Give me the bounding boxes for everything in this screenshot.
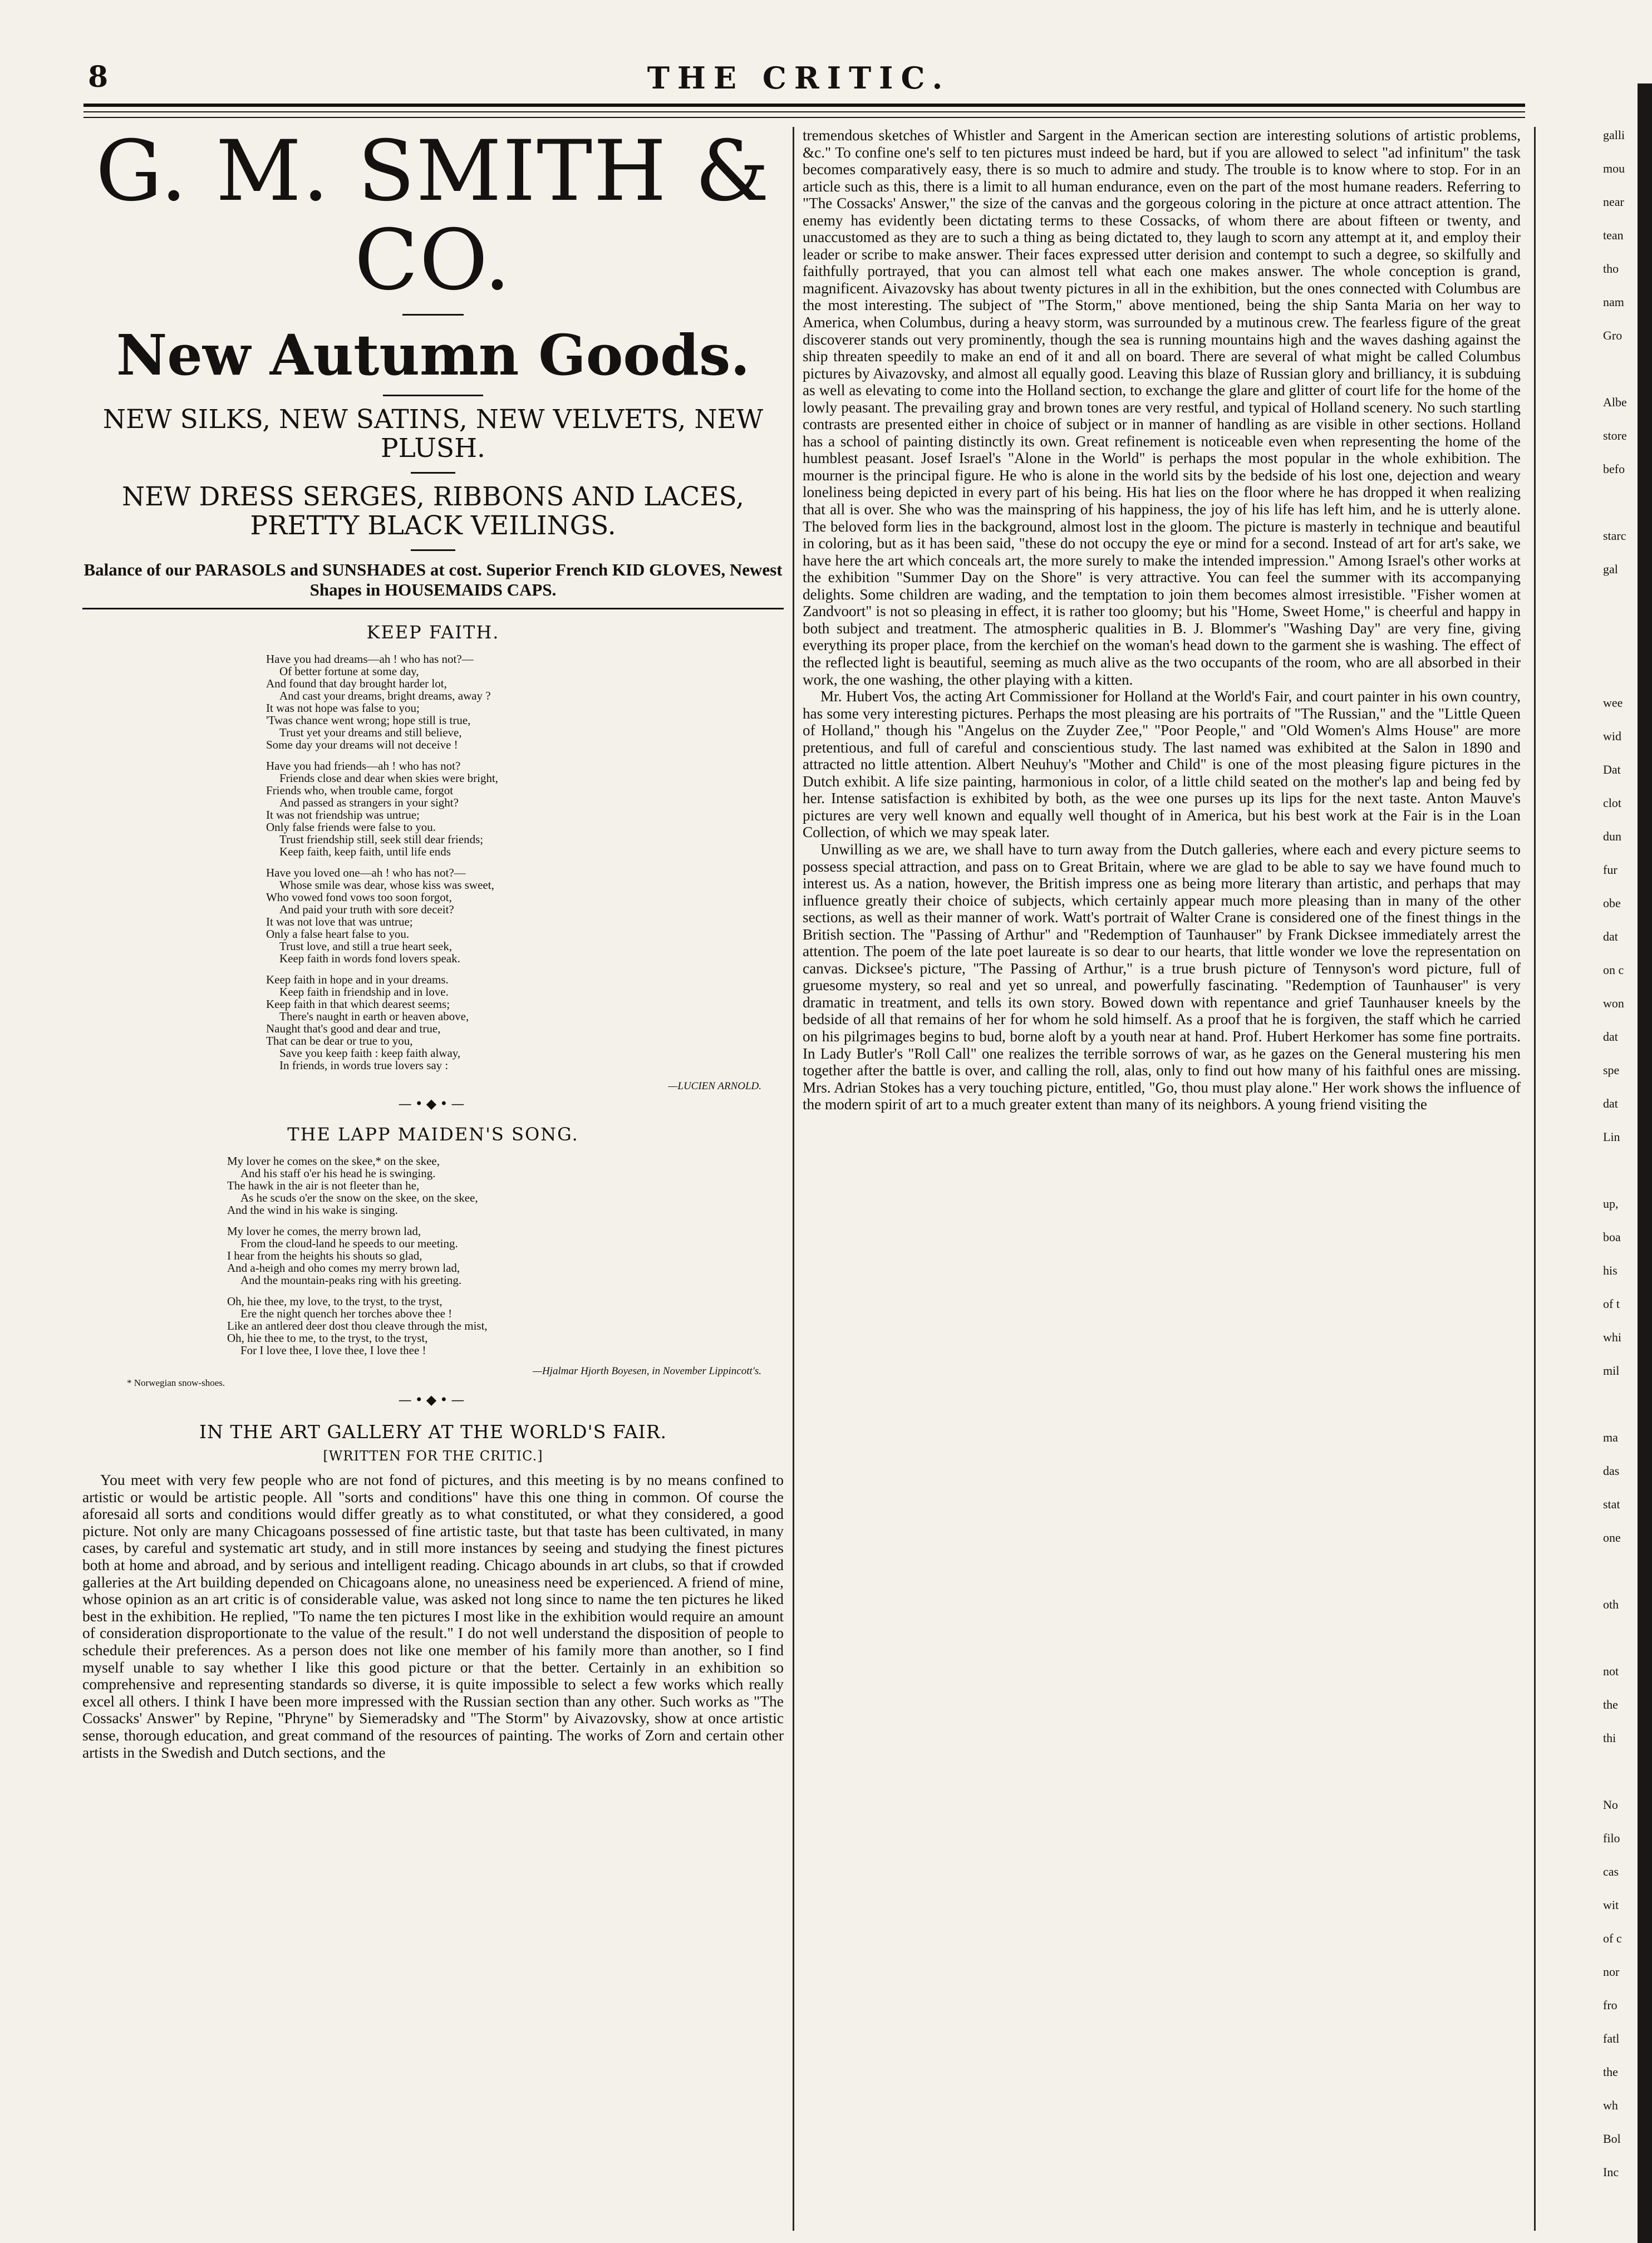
poem-line: Only false friends were false to you. [266, 820, 436, 834]
edge-line: store [1603, 429, 1627, 442]
ad-subtitle: New Autumn Goods. [116, 322, 750, 388]
poem-stanza [227, 1295, 706, 1356]
poem-line: And the wind in his wake is singing. [227, 1203, 398, 1217]
poem-attribution: —LUCIEN ARNOLD. [668, 1080, 761, 1092]
edge-line [1603, 1396, 1652, 1412]
edge-line: mil [1603, 1364, 1620, 1378]
edge-line: won [1603, 996, 1624, 1010]
edge-text [1603, 127, 1652, 2180]
edge-line: his [1603, 1263, 1617, 1277]
poem-line: From the cloud-land he speeds to our meeting. [240, 1237, 458, 1250]
edge-line: Gro [1603, 328, 1622, 342]
edge-line: tean [1603, 228, 1624, 242]
poem-line: Have you loved one—ah ! who has not?— [266, 866, 466, 879]
ad-line-silks: NEW SILKS, NEW SATINS, NEW VELVETS, NEW PLUSH. [102, 404, 764, 464]
article-paragraph: Unwilling as we are, we shall have to turn away from the Dutch galleries, where each and every picture seems to possess special attraction, and pass on to Great Britain, where we are glad to be able to say we have found much to interest us. As a nation, however, the British impress one as being more literary than artistic, and perhaps that may influence greatly their choice of subjects, which certainly appear much more pleasing than in many of the other sections, as well as their manner of work. Watt's portrait of Walter Crane is considered one of the finest things in the British section. The "Passing of Arthur" and "Redemption of Taunhauser" by Frank Dicksee immediately arrest the attention. The poem of the late poet laureate is so dear to our hearts, that little wonder we love the representation on canvas. Dicksee's picture, "The Passing of Arthur," is a true brush picture of Tennyson's word picture, full of gruesome mystery, so real and yet so unreal, and powerfully fascinating. "Redemption of Taunhauser" is very dramatic in treatment, and tells its own story. Bowed down with repentance and grief Taunhauser kneels by the bedside of all that remains of her for whom he sold himself. As a proof that he is forgiven, the staff which he carried on his pilgrimages begins to bud, borne aloft by a youth near at hand. Prof. Hubert Herkomer has some fine portraits. In Lady Butler's "Roll Call" one realizes the terrible sorrows of war, as he gazes on the General mustering his men together after the battle is over, and calling the roll, alas, only to find out how many of his faithful ones are missing. Mrs. Adrian Stokes has a very touching picture, entitled, "Go, thou must play alone." Her work shows the influence of the modern spirit of art to a much greater extent than many of its neighbors. A young friend visiting the [803, 840, 1521, 1113]
advertisement [82, 123, 784, 600]
edge-line: Dat [1603, 763, 1621, 776]
poem-stanza [266, 867, 667, 965]
edge-line: wit [1603, 1898, 1619, 1912]
ad-line-serges: NEW DRESS SERGES, RIBBONS AND LACES, PRETTY BLACK VEILINGS. [122, 481, 744, 541]
poem-line: Keep faith, keep faith, until life ends [279, 845, 451, 858]
edge-line: of c [1603, 1931, 1622, 1945]
poem-line: As he scuds o'er the snow on the skee, on the skee, [240, 1191, 478, 1204]
poem-line: Oh, hie thee to me, to the tryst, to the tryst, [227, 1331, 428, 1345]
ad-divider [402, 314, 464, 316]
masthead [78, 60, 1520, 99]
poem-line: Friends close and dear when skies were bright, [279, 771, 499, 785]
edge-line: up, [1603, 1197, 1619, 1211]
poem-line: That can be dear or true to you, [266, 1034, 413, 1047]
edge-line [1603, 661, 1652, 677]
poem-line: And the mountain-peaks ring with his greeting. [240, 1273, 462, 1287]
poem-title: KEEP FAITH. [366, 622, 500, 643]
edge-line: dun [1603, 829, 1621, 843]
edge-line: wee [1603, 696, 1623, 710]
edge-line: starc [1603, 529, 1626, 543]
edge-line: ma [1603, 1430, 1618, 1444]
edge-line: gal [1603, 562, 1618, 576]
poem-title: THE LAPP MAIDEN'S SONG. [287, 1124, 579, 1145]
edge-line [1603, 494, 1652, 510]
poem-line: And passed as strangers in your sight? [279, 796, 459, 809]
edge-line: dat [1603, 1030, 1618, 1044]
poem-line: It was not hope was false to you; [266, 701, 420, 715]
column-left [82, 123, 784, 1761]
poem-line: Trust yet your dreams and still believe, [279, 726, 462, 739]
poem-line: In friends, in words true lovers say : [279, 1059, 449, 1072]
column-divider-right [1534, 127, 1536, 2231]
ad-note: Balance of our PARASOLS and SUNSHADES at cost. Superior French KID GLOVES, Newest Shapes in HOUSEMAIDS CAPS. [83, 560, 783, 599]
edge-line: wid [1603, 729, 1621, 743]
poem-stanza [266, 653, 667, 751]
edge-line: clot [1603, 796, 1621, 810]
edge-line: obe [1603, 896, 1621, 910]
edge-line [1603, 1563, 1652, 1579]
article-byline: [WRITTEN FOR THE CRITIC.] [323, 1448, 543, 1464]
poem-line: Ere the night quench her torches above thee ! [240, 1307, 453, 1320]
poem-line: Keep faith in that which dearest seems; [266, 997, 450, 1011]
poem-keep-faith [82, 622, 784, 1093]
edge-line: fur [1603, 863, 1617, 877]
edge-line [1603, 594, 1652, 611]
ornament-divider-2: —•◆•— [398, 1392, 468, 1408]
poem-line: Have you had friends—ah ! who has not? [266, 759, 461, 773]
poem-line: Keep faith in words fond lovers speak. [279, 952, 460, 965]
column-middle [803, 127, 1521, 1113]
edge-line: mou [1603, 161, 1625, 175]
page-number: 8 [88, 60, 109, 94]
edge-line: befo [1603, 462, 1625, 476]
edge-line: fro [1603, 1998, 1617, 2012]
ad-divider-2 [383, 395, 483, 396]
edge-line [1603, 1162, 1652, 1178]
ad-divider-3 [411, 472, 455, 474]
edge-line: dat [1603, 929, 1618, 943]
edge-line: stat [1603, 1497, 1620, 1511]
edge-line [1603, 361, 1652, 377]
poem-line: Keep faith in friendship and in love. [279, 985, 449, 998]
column-edge-fragment [1603, 127, 1652, 2197]
edge-line [1603, 1763, 1652, 1779]
ornament-divider: —•◆•— [398, 1096, 468, 1111]
poem-footnote: * Norwegian snow-shoes. [127, 1378, 225, 1388]
edge-line: wh [1603, 2098, 1618, 2112]
poem-line: And a-heigh and oho comes my merry brown lad, [227, 1261, 460, 1275]
edge-line: Bol [1603, 2132, 1621, 2146]
edge-line: the [1603, 2065, 1618, 2079]
edge-line: one [1603, 1531, 1621, 1544]
poem-line: I hear from the heights his shouts so glad, [227, 1249, 422, 1262]
edge-line: thi [1603, 1731, 1616, 1745]
edge-line: Inc [1603, 2165, 1619, 2179]
poem-line: Who vowed fond vows too soon forgot, [266, 891, 452, 904]
ad-divider-4 [411, 549, 455, 551]
poem-line: For I love thee, I love thee, I love thee ! [240, 1344, 426, 1357]
edge-line: near [1603, 195, 1624, 209]
poem-stanza [266, 760, 667, 858]
poem-line: Of better fortune at some day, [279, 665, 419, 678]
edge-line: cas [1603, 1865, 1619, 1878]
poem-line: And cast your dreams, bright dreams, away ? [279, 689, 491, 702]
edge-line: fatl [1603, 2032, 1620, 2045]
poem-line: 'Twas chance went wrong; hope still is true, [266, 714, 471, 727]
edge-line: Albe [1603, 395, 1627, 409]
article-paragraph: tremendous sketches of Whistler and Sargent in the American section are interesting solutions of artistic problems, &c." To confine one's self to ten pictures must indeed be hard, but if you are allowed to select "ad infinitum" the task becomes comparatively easy, there is so much to admire and study. The trouble is to know where to stop. For in an article such as this, there is a limit to all human endurance, even on the part of the most humane readers. Referring to "The Cossacks' Answer," the size of the canvas and the gorgeous coloring in the picture at once attract attention. The enemy has evidently been dictating terms to these Cossacks, of whom there are about fifteen or twenty, and unaccustomed as they are to such a thing as being dictated to, they laugh to scorn any attempt at it, and employ their leader or scribe to make answer. Their faces expressed utter derision and contempt to such a degree, so skilfully and faithfully portrayed, that you can almost tell what each one makes answer. The whole conception is grand, magnificent. Aivazovsky has about twenty pictures in all in the exhibition, but the ones connected with Columbus are the most interesting. The subject of "The Storm," above mentioned, being the ship Santa Maria on her way to America, when Columbus, during a heavy storm, was surrounded by a mutinous crew. The fearless figure of the great discoverer stands out very prominently, though the sea is running mountains high and the waves dashing against the ship threaten speedily to make an end of it and all on board. There are several of what might be called Columbus pictures by Aivazovsky, and almost all equally good. Leaving this blaze of Russian glory and brilliancy, it is subduing as well as elevating to come into the Holland section, to exchange the glare and glitter of court life for the home of the lowly peasant. The prevailing gray and brown tones are very restful, and typical of Holland scenery. No such startling contrasts are presented either in choice of subject or in manner of handling as are visible in other sections. Holland has a school of painting distinctly its own. Great refinement is noticeable even when representing the home of the humblest peasant. Josef Israel's "Alone in the World" is perhaps the most popular in the whole exhibition. The mourner is the principal figure. He who is alone in the world sits by the bedside of his lost one, dejection and weary loneliness being depicted in every part of his being. His hat lies on the floor where he has dropped it when realizing that all is over. She who was the mainspring of his happiness, the joy of his life has left him, and he is utterly alone. The beloved form lies in the background, almost lost in the gloom. The picture is masterly in technique and beautiful in coloring, but as it has been said, "these do not occupy the eye or mind for a second. Instead of art for art's sake, we have here the art which conceals art, the more surely to make the intended impression." Among Israel's other works at the exhibition "Summer Day on the Shore" is very attractive. You can feel the summer with its accompanying delights. Some children are wading, and the temptation to join them becomes almost irresistible. "Fisher women at Zandvoort" is not so pleasing in effect, it is rather too gloomy; but his "Home, Sweet Home," is cheerful and happy in both subject and treatment. The atmospheric qualities in B. J. Blommer's "Washing Day" are very fine, giving everything its proper place, from the kerchief on the woman's head down to the garment she is washing. The effect of the reflected light is beautiful, seeming as much alive as the two occupants of the room, who are all absorbed in their work, the one washing, the other playing with a kitten. [803, 127, 1521, 688]
poem-line: And his staff o'er his head he is swinging. [240, 1167, 436, 1180]
section-rule [82, 608, 784, 609]
edge-line: filo [1603, 1831, 1620, 1845]
poem-line: It was not friendship was untrue; [266, 808, 420, 822]
poem-line: Only a false heart false to you. [266, 927, 410, 941]
edge-line: nor [1603, 1965, 1620, 1979]
article-title: IN THE ART GALLERY AT THE WORLD'S FAIR. [199, 1421, 667, 1443]
poem-line: Friends who, when trouble came, forgot [266, 784, 454, 797]
masthead-rule-thin-2 [83, 117, 1525, 118]
edge-line: on c [1603, 963, 1624, 977]
poem-stanza [266, 973, 667, 1071]
masthead-rule-thick [83, 104, 1525, 107]
poem-line: Keep faith in hope and in your dreams. [266, 973, 449, 986]
poem-line: Trust love, and still a true heart seek, [279, 939, 453, 953]
edge-line: das [1603, 1464, 1620, 1478]
edge-line: No [1603, 1798, 1618, 1812]
edge-line: not [1603, 1664, 1619, 1678]
poem-lapp-maiden [82, 1124, 784, 1389]
poem-line: Whose smile was dear, whose kiss was sweet, [279, 878, 494, 892]
poem-stanza [227, 1155, 706, 1216]
journal-title: THE CRITIC. [647, 60, 951, 96]
masthead-rule-thin [83, 111, 1525, 112]
poem-line: And paid your truth with sore deceit? [279, 903, 454, 916]
edge-line: oth [1603, 1597, 1619, 1611]
poem-line: Naught that's good and dear and true, [266, 1022, 441, 1035]
edge-line: of t [1603, 1297, 1620, 1311]
ad-title: G. M. SMITH & CO. [95, 123, 771, 309]
article-paragraph: You meet with very few people who are not fond of pictures, and this meeting is by no means confined to artistic or would be artistic people. All "sorts and conditions" have this one thing in common. Of course the aforesaid all sorts and conditions would differ greatly as to what constituted, or what they considered, a good picture. Not only are many Chicagoans possessed of fine artistic taste, but that taste has been cultivated, in many cases, by careful and systematic art study, and in still more instances by seeing and studying the finest pictures both at home and abroad, and by serious and intelligent reading. Chicago abounds in art clubs, so that if crowded galleries at the Art building depended on Chicagoans alone, no uneasiness need be experienced. A friend of mine, whose opinion as an art critic is of considerable value, was asked not long since to name the ten pictures he liked best in the exhibition. He replied, "To name the ten pictures I most like in the exhibition would require an amount of consideration disproportionate to the value of the result." I do not well understand the disposition of people to schedule their preferences. As a person does not like one member of his family more than another, so I find myself unable to say whether I like this good picture or that the better. Certainly in an exhibition so comprehensive and representing standards so diverse, it is quite impossible to select a few works which really excel all others. I think I have been more impressed with the Russian section than any other. Such works as "The Cossacks' Answer" by Repine, "Phryne" by Siemeradsky and "The Storm" by Aivazovsky, show at once artistic sense, thorough education, and great command of the resources of painting. The works of Zorn and certain other artists in the Swedish and Dutch sections, and the [82, 1471, 784, 1761]
column-divider [793, 127, 794, 2231]
poem-line: There's naught in earth or heaven above, [279, 1010, 469, 1023]
edge-line [1603, 1630, 1652, 1646]
article-paragraph: Mr. Hubert Vos, the acting Art Commissioner for Holland at the World's Fair, and court painter in his own country, has some very interesting pictures. Perhaps the most pleasing are his portraits of "The Russian," and the "Little Queen of Holland," though his "Angelus on the Zuyder Zee," "Poor People," and "Old Women's Alms House" are more pretentious, and full of careful and conscientious study. The last named was exhibited at the Salon in 1890 and attracted no little attention. Albert Neuhuy's "Mother and Child" is one of the most pleasing figure pictures in the Dutch exhibit. A life size painting, harmonious in color, of a little child seated on the mother's lap and being fed by her. Intense satisfaction is exhibited by both, as the wee one purses up its lips for the next taste. Anton Mauve's pictures are very well known and equally well thought of in America, but his best work at the Fair is in the Loan Collection, of which we may speak later. [803, 688, 1521, 841]
poem-line: Trust friendship still, seek still dear friends; [279, 833, 484, 846]
poem-line: My lover he comes on the skee,* on the skee, [227, 1154, 440, 1168]
poem-line: It was not love that was untrue; [266, 915, 413, 928]
edge-line: boa [1603, 1230, 1621, 1244]
poem-stanza [227, 1225, 706, 1286]
edge-line [1603, 628, 1652, 644]
poem-line: Oh, hie thee, my love, to the tryst, to the tryst, [227, 1295, 442, 1308]
poem-line: The hawk in the air is not fleeter than he, [227, 1179, 420, 1192]
poem-line: Like an antlered deer dost thou cleave through the mist, [227, 1319, 488, 1332]
poem-line: Have you had dreams—ah ! who has not?— [266, 652, 474, 666]
edge-line: galli [1603, 128, 1625, 142]
poem-line: Save you keep faith : keep faith alway, [279, 1046, 461, 1060]
edge-line: dat [1603, 1096, 1618, 1110]
poem-line: Some day your dreams will not deceive ! [266, 738, 458, 751]
edge-line: tho [1603, 262, 1619, 276]
edge-line: Lin [1603, 1130, 1620, 1144]
poem-line: My lover he comes, the merry brown lad, [227, 1224, 421, 1238]
edge-line: spe [1603, 1063, 1620, 1077]
edge-line: the [1603, 1698, 1618, 1711]
poem-line: And found that day brought harder lot, [266, 677, 447, 690]
edge-line: whi [1603, 1330, 1621, 1344]
poem-attribution: —Hjalmar Hjorth Boyesen, in November Lippincott's. [533, 1365, 761, 1377]
edge-line: nam [1603, 295, 1624, 309]
